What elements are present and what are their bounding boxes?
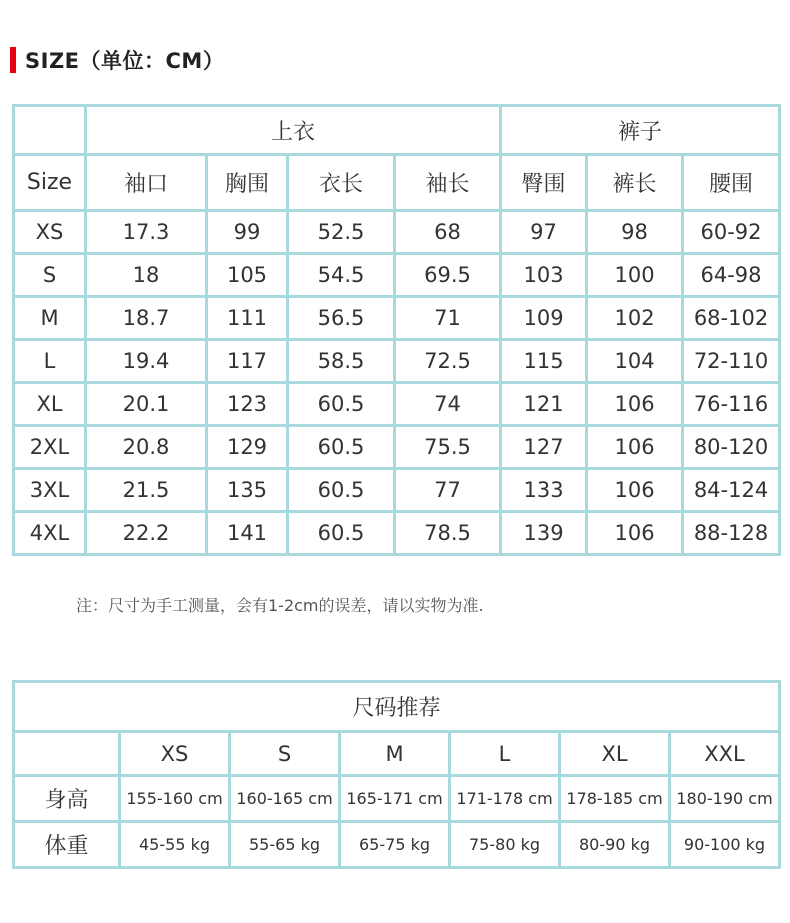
size-header-cell: XXL — [670, 732, 780, 776]
table-row — [14, 340, 780, 383]
recommend-title-row — [14, 682, 780, 732]
table-cell: 68-102 — [683, 297, 780, 340]
size-label-cell: 4XL — [14, 512, 86, 555]
table-cell: 74 — [395, 383, 501, 426]
title-text: SIZE（单位：CM） — [25, 49, 225, 73]
table-cell: 71 — [395, 297, 501, 340]
table-cell: 84-124 — [683, 469, 780, 512]
table-cell: 58.5 — [288, 340, 395, 383]
group-header-row — [14, 106, 780, 155]
table-cell: 80-90 kg — [560, 822, 670, 868]
size-label-cell: 3XL — [14, 469, 86, 512]
section-title — [10, 44, 224, 76]
table-cell: 102 — [587, 297, 683, 340]
table-cell: 18 — [86, 254, 207, 297]
header-cell: 衣长 — [288, 155, 395, 211]
empty-corner-cell — [14, 106, 86, 155]
table-cell: 21.5 — [86, 469, 207, 512]
table-cell: 54.5 — [288, 254, 395, 297]
table-cell: 88-128 — [683, 512, 780, 555]
table-cell: 60.5 — [288, 512, 395, 555]
size-label-cell: S — [14, 254, 86, 297]
table-cell: 180-190 cm — [670, 776, 780, 822]
table-cell: 106 — [587, 383, 683, 426]
table-cell: 20.1 — [86, 383, 207, 426]
table-cell: 55-65 kg — [230, 822, 340, 868]
table-cell: 111 — [207, 297, 288, 340]
table-cell: 99 — [207, 211, 288, 254]
header-cell: 胸围 — [207, 155, 288, 211]
header-cell: 裤长 — [587, 155, 683, 211]
table-cell: 155-160 cm — [120, 776, 230, 822]
table-cell: 60-92 — [683, 211, 780, 254]
table-cell: 133 — [501, 469, 587, 512]
size-header-cell: S — [230, 732, 340, 776]
size-label-cell: XL — [14, 383, 86, 426]
table-row — [14, 297, 780, 340]
table-cell: 123 — [207, 383, 288, 426]
column-header-row — [14, 155, 780, 211]
group-top-cell: 上衣 — [86, 106, 501, 155]
table-cell: 80-120 — [683, 426, 780, 469]
table-cell: 68 — [395, 211, 501, 254]
table-cell: 106 — [587, 426, 683, 469]
row-label-cell: 体重 — [14, 822, 120, 868]
table-cell: 45-55 kg — [120, 822, 230, 868]
table-row — [14, 512, 780, 555]
measurement-note: 注：尺寸为手工测量，会有1-2cm的误差，请以实物为准. — [76, 596, 484, 615]
table-cell: 141 — [207, 512, 288, 555]
table-cell: 98 — [587, 211, 683, 254]
table-cell: 56.5 — [288, 297, 395, 340]
table-cell: 60.5 — [288, 469, 395, 512]
table-cell: 17.3 — [86, 211, 207, 254]
table-cell: 139 — [501, 512, 587, 555]
table-cell: 127 — [501, 426, 587, 469]
table-cell: 97 — [501, 211, 587, 254]
header-cell: 袖口 — [86, 155, 207, 211]
size-label-cell: L — [14, 340, 86, 383]
table-row — [14, 426, 780, 469]
table-cell: 135 — [207, 469, 288, 512]
table-cell: 52.5 — [288, 211, 395, 254]
size-header-cell: L — [450, 732, 560, 776]
table-cell: 20.8 — [86, 426, 207, 469]
table-cell: 69.5 — [395, 254, 501, 297]
table-cell: 160-165 cm — [230, 776, 340, 822]
table-row — [14, 822, 780, 868]
header-cell: 臀围 — [501, 155, 587, 211]
table-cell: 22.2 — [86, 512, 207, 555]
table-cell: 105 — [207, 254, 288, 297]
header-cell: 袖长 — [395, 155, 501, 211]
table-cell: 72.5 — [395, 340, 501, 383]
table-cell: 60.5 — [288, 426, 395, 469]
table-cell: 64-98 — [683, 254, 780, 297]
table-cell: 18.7 — [86, 297, 207, 340]
table-cell: 106 — [587, 512, 683, 555]
table-cell: 75.5 — [395, 426, 501, 469]
size-header-cell: XL — [560, 732, 670, 776]
table-cell: 100 — [587, 254, 683, 297]
header-cell: Size — [14, 155, 86, 211]
header-cell: 腰围 — [683, 155, 780, 211]
table-cell: 121 — [501, 383, 587, 426]
recommend-size-header-row — [14, 732, 780, 776]
table-cell: 77 — [395, 469, 501, 512]
table-row — [14, 469, 780, 512]
table-cell: 103 — [501, 254, 587, 297]
table-cell: 78.5 — [395, 512, 501, 555]
size-table — [12, 104, 781, 556]
size-recommendation-table — [12, 680, 781, 869]
title-accent-bar — [10, 47, 16, 73]
table-cell: 75-80 kg — [450, 822, 560, 868]
table-row — [14, 776, 780, 822]
table-cell: 90-100 kg — [670, 822, 780, 868]
table-cell: 76-116 — [683, 383, 780, 426]
table-cell: 171-178 cm — [450, 776, 560, 822]
size-header-cell: M — [340, 732, 450, 776]
table-cell: 60.5 — [288, 383, 395, 426]
table-cell: 129 — [207, 426, 288, 469]
row-label-cell: 身高 — [14, 776, 120, 822]
group-pants-cell: 裤子 — [501, 106, 780, 155]
recommend-title: 尺码推荐 — [14, 682, 780, 732]
table-cell: 117 — [207, 340, 288, 383]
table-row — [14, 211, 780, 254]
table-cell: 115 — [501, 340, 587, 383]
table-cell: 109 — [501, 297, 587, 340]
empty-corner-cell — [14, 732, 120, 776]
table-cell: 104 — [587, 340, 683, 383]
table-cell: 165-171 cm — [340, 776, 450, 822]
table-cell: 65-75 kg — [340, 822, 450, 868]
size-label-cell: M — [14, 297, 86, 340]
table-cell: 106 — [587, 469, 683, 512]
table-cell: 178-185 cm — [560, 776, 670, 822]
size-label-cell: XS — [14, 211, 86, 254]
table-cell: 19.4 — [86, 340, 207, 383]
table-row — [14, 254, 780, 297]
table-row — [14, 383, 780, 426]
size-label-cell: 2XL — [14, 426, 86, 469]
table-cell: 72-110 — [683, 340, 780, 383]
size-header-cell: XS — [120, 732, 230, 776]
